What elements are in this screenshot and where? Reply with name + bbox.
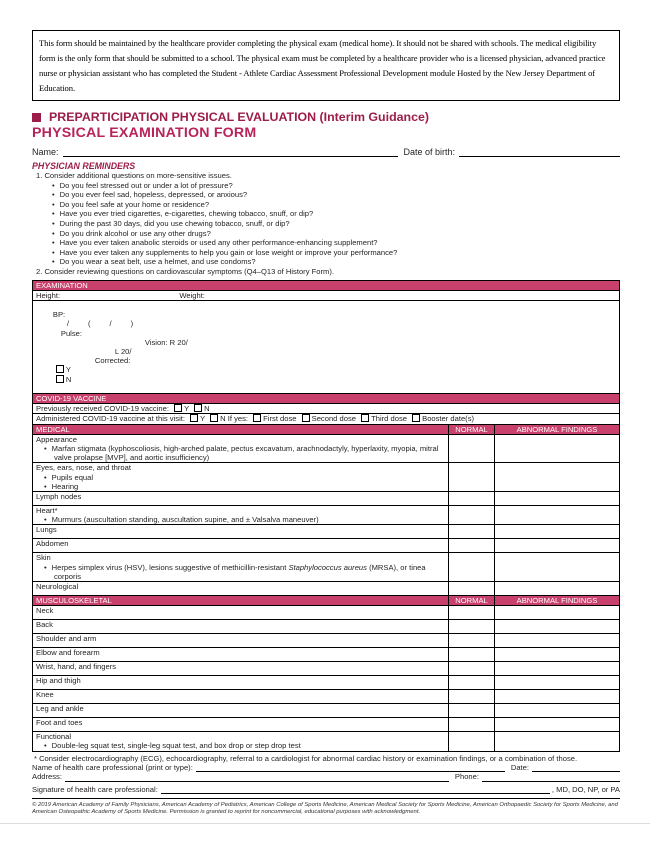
table-row bbox=[33, 463, 620, 492]
medical-section-header bbox=[33, 424, 620, 434]
table-row bbox=[33, 434, 620, 463]
bp-label: BP: bbox=[52, 310, 66, 320]
msk-row-label: Elbow and forearm bbox=[33, 648, 449, 662]
third-dose-label: Third dose bbox=[371, 414, 407, 424]
normal-cell[interactable] bbox=[449, 662, 495, 676]
table-row bbox=[33, 582, 620, 596]
covid-prev-no-checkbox[interactable] bbox=[194, 404, 202, 412]
name-row bbox=[32, 763, 620, 772]
reminder-item: 2. Consider reviewing questions on cardiovascular symptoms (Q4–Q13 of History Form). bbox=[36, 266, 334, 276]
medical-header: MEDICAL bbox=[33, 424, 449, 434]
neuro-label: Neurological bbox=[33, 582, 449, 596]
normal-cell[interactable] bbox=[449, 648, 495, 662]
reminder-bullet: • Do you feel safe at your home or residence? bbox=[52, 200, 620, 210]
reminder-bullets bbox=[32, 181, 620, 267]
address-field[interactable] bbox=[65, 774, 449, 782]
msk-row-label: Knee bbox=[33, 690, 449, 704]
functional-cell bbox=[33, 732, 449, 751]
no-label: N bbox=[204, 404, 210, 414]
date-field[interactable] bbox=[532, 764, 620, 772]
reminder-bullet: • Have you ever taken any supplements to help you gain or lose weight or improve your performance? bbox=[52, 248, 620, 258]
msk-row-label: Back bbox=[33, 620, 449, 634]
abnormal-cell[interactable] bbox=[495, 718, 620, 732]
table-row bbox=[33, 525, 620, 539]
table-row bbox=[33, 648, 620, 662]
if-yes-label: If yes: bbox=[227, 414, 249, 424]
normal-cell[interactable] bbox=[449, 718, 495, 732]
msk-row-label: Foot and toes bbox=[33, 718, 449, 732]
skin-bullet-text: (MRSA), or tinea corporis bbox=[54, 562, 426, 581]
table-row bbox=[33, 553, 620, 582]
msk-row-label: Leg and ankle bbox=[33, 704, 449, 718]
skin-bullet-italic: Staphylococcus aureus bbox=[288, 562, 367, 572]
professional-name-field[interactable] bbox=[196, 764, 505, 772]
abdomen-label: Abdomen bbox=[33, 539, 449, 553]
reminders-title: PHYSICIAN REMINDERS bbox=[32, 161, 136, 171]
page-divider bbox=[0, 823, 650, 824]
eyes-cell bbox=[33, 463, 449, 492]
murmurs-bullet: • Murmurs (auscultation standing, auscultation supine, and ± Valsalva maneuver) bbox=[36, 515, 445, 524]
skin-bullet bbox=[36, 563, 445, 581]
covid-section-header bbox=[33, 393, 620, 403]
normal-column-header: NORMAL bbox=[449, 424, 495, 434]
name-label: Name: bbox=[32, 147, 59, 157]
no-label: N bbox=[65, 374, 72, 384]
table-row bbox=[33, 634, 620, 648]
abnormal-cell[interactable] bbox=[495, 648, 620, 662]
corrected-yes-checkbox[interactable] bbox=[56, 365, 64, 373]
normal-cell[interactable] bbox=[449, 704, 495, 718]
covid-admin-cell bbox=[33, 414, 620, 424]
abnormal-cell[interactable] bbox=[495, 492, 620, 506]
reminder-bullet: • Do you drink alcohol or use any other drugs? bbox=[52, 229, 620, 239]
abnormal-cell[interactable] bbox=[495, 434, 620, 463]
second-dose-checkbox[interactable] bbox=[302, 414, 310, 422]
covid-admin-no-checkbox[interactable] bbox=[210, 414, 218, 422]
table-row bbox=[33, 620, 620, 634]
height-weight-cell[interactable] bbox=[33, 290, 620, 300]
address-row bbox=[32, 772, 620, 781]
yes-label: Y bbox=[65, 365, 71, 375]
msk-header: MUSCULOSKELETAL bbox=[33, 596, 449, 606]
form-page bbox=[32, 30, 620, 817]
weight-label: Weight: bbox=[179, 290, 205, 300]
reminder-bullet: • Do you wear a seat belt, use a helmet, and use condoms? bbox=[52, 257, 620, 267]
normal-cell[interactable] bbox=[449, 553, 495, 582]
booster-label: Booster date(s) bbox=[422, 414, 475, 424]
abnormal-cell[interactable] bbox=[495, 620, 620, 634]
bp-separators: / ( / ) bbox=[66, 319, 134, 329]
pupils-bullet: • Pupils equal bbox=[36, 473, 445, 482]
reminders-list bbox=[32, 171, 620, 277]
normal-cell[interactable] bbox=[449, 582, 495, 596]
date-label: Date: bbox=[510, 763, 529, 773]
abnormal-cell[interactable] bbox=[495, 606, 620, 620]
lymph-label: Lymph nodes bbox=[33, 492, 449, 506]
identity-fields bbox=[32, 147, 620, 157]
table-row bbox=[33, 718, 620, 732]
normal-cell[interactable] bbox=[449, 690, 495, 704]
abnormal-cell[interactable] bbox=[495, 553, 620, 582]
covid-prev-label: Previously received COVID-19 vaccine: bbox=[36, 404, 169, 414]
copyright-text: © 2019 American Academy of Family Physicians, American Academy of Pediatrics, American College of Sports Medicine, American Medical Society for Sports Medicine, American Orthopaedic Society for Sports Medicine, and American Osteopathic Academy of Sports Medicine. Permission is granted to reprint for noncommercial, educational purposes with acknowledgment. bbox=[32, 798, 620, 816]
functional-label: Functional bbox=[36, 732, 72, 742]
normal-cell[interactable] bbox=[449, 732, 495, 751]
second-dose-label: Second dose bbox=[311, 414, 356, 424]
vitals-cell[interactable] bbox=[33, 300, 620, 393]
table-row bbox=[33, 690, 620, 704]
exam-section-header bbox=[33, 280, 620, 290]
yes-label: Y bbox=[184, 404, 190, 414]
reminder-bullet: • During the past 30 days, did you use chewing tobacco, snuff, or dip? bbox=[52, 219, 620, 229]
abnormal-cell[interactable] bbox=[495, 463, 620, 492]
msk-row-label: Neck bbox=[33, 606, 449, 620]
reminder-item: 1. Consider additional questions on more-sensitive issues. bbox=[36, 171, 232, 180]
dob-field[interactable] bbox=[459, 148, 620, 157]
reminder-bullet: • Have you ever taken anabolic steroids or used any other performance-enhancing supplement? bbox=[52, 238, 620, 248]
abnormal-cell[interactable] bbox=[495, 506, 620, 525]
abnormal-cell[interactable] bbox=[495, 539, 620, 553]
table-row bbox=[33, 676, 620, 690]
signature-label: Signature of health care professional: bbox=[32, 784, 158, 794]
covid-admin-label: Administered COVID-19 vaccine at this visit: bbox=[36, 414, 185, 424]
normal-cell[interactable] bbox=[449, 539, 495, 553]
table-row bbox=[33, 606, 620, 620]
appearance-cell bbox=[33, 434, 449, 463]
skin-label: Skin bbox=[36, 553, 51, 563]
appearance-label: Appearance bbox=[36, 434, 77, 444]
height-weight-row bbox=[33, 290, 620, 300]
appearance-bullet: • Marfan stigmata (kyphoscoliosis, high-arched palate, pectus excavatum, arachnodactyly, hyperlaxity, myopia, mitral valve prolapse [MVP], and aortic insufficiency) bbox=[36, 444, 445, 462]
table-row bbox=[33, 704, 620, 718]
yes-label: Y bbox=[200, 414, 206, 424]
exam-header: EXAMINATION bbox=[33, 280, 620, 290]
abnormal-cell[interactable] bbox=[495, 582, 620, 596]
notice-box: This form should be maintained by the healthcare provider completing the physical exam (medical home). It should not be shared with schools. The medical eligibility form is the only form that should be submitted to a school. The physical exam must be completed by a healthcare provider who is a licensed physician, advanced practice nurse or physician assistant who has completed the Student - Athlete Cardiac Assessment Professional Development module Hosted by the New Jersey Department of Education. bbox=[32, 30, 620, 101]
booster-checkbox[interactable] bbox=[412, 414, 420, 422]
msk-row-label: Shoulder and arm bbox=[33, 634, 449, 648]
covid-prev-yes-checkbox[interactable] bbox=[174, 404, 182, 412]
dob-label: Date of birth: bbox=[403, 147, 456, 157]
normal-cell[interactable] bbox=[449, 525, 495, 539]
normal-cell[interactable] bbox=[449, 606, 495, 620]
ecg-footnote: * Consider electrocardiography (ECG), echocardiography, referral to a cardiologist for abnormal cardiac history or examination findings, or a combination of those. bbox=[34, 753, 578, 763]
heart-cell bbox=[33, 506, 449, 525]
covid-prev-row bbox=[33, 404, 620, 414]
exam-table bbox=[32, 280, 620, 752]
normal-cell[interactable] bbox=[449, 492, 495, 506]
msk-row-label: Wrist, hand, and fingers bbox=[33, 662, 449, 676]
abnormal-cell[interactable] bbox=[495, 704, 620, 718]
normal-column-header: NORMAL bbox=[449, 596, 495, 606]
abnormal-column-header: ABNORMAL FINDINGS bbox=[495, 424, 620, 434]
credentials-label: , MD, DO, NP, or PA bbox=[551, 784, 620, 794]
eyes-label: Eyes, ears, nose, and throat bbox=[36, 463, 131, 473]
abnormal-cell[interactable] bbox=[495, 676, 620, 690]
normal-cell[interactable] bbox=[449, 434, 495, 463]
pulse-label: Pulse: bbox=[60, 328, 82, 338]
abnormal-cell[interactable] bbox=[495, 634, 620, 648]
form-heading bbox=[32, 110, 620, 124]
msk-section-header bbox=[33, 596, 620, 606]
phone-field[interactable] bbox=[482, 774, 620, 782]
covid-prev-cell bbox=[33, 404, 620, 414]
covid-header: COVID-19 VACCINE bbox=[33, 393, 620, 403]
reminder-bullet: • Do you ever feel sad, hopeless, depressed, or anxious? bbox=[52, 190, 620, 200]
signature-field[interactable] bbox=[161, 786, 550, 794]
abnormal-cell[interactable] bbox=[495, 732, 620, 751]
corrected-no-checkbox[interactable] bbox=[56, 375, 64, 383]
heart-label: Heart* bbox=[36, 506, 58, 515]
vision-left-label: L 20/ bbox=[114, 346, 132, 356]
first-dose-label: First dose bbox=[263, 414, 297, 424]
lungs-label: Lungs bbox=[33, 525, 449, 539]
covid-admin-row bbox=[33, 414, 620, 424]
address-label: Address: bbox=[32, 772, 62, 782]
normal-cell[interactable] bbox=[449, 620, 495, 634]
third-dose-checkbox[interactable] bbox=[361, 414, 369, 422]
no-label: N bbox=[220, 414, 226, 424]
form-subtitle: PHYSICAL EXAMINATION FORM bbox=[32, 125, 257, 141]
first-dose-checkbox[interactable] bbox=[253, 414, 261, 422]
table-row bbox=[33, 662, 620, 676]
table-row bbox=[33, 732, 620, 751]
skin-bullet-text: Herpes simplex virus (HSV), lesions suggestive of methicillin-resistant bbox=[51, 562, 289, 572]
normal-cell[interactable] bbox=[449, 463, 495, 492]
table-row bbox=[33, 506, 620, 525]
signature-row bbox=[32, 785, 620, 794]
abnormal-cell[interactable] bbox=[495, 525, 620, 539]
name-field[interactable] bbox=[63, 148, 398, 157]
hearing-bullet: • Hearing bbox=[36, 482, 445, 491]
skin-cell bbox=[33, 553, 449, 582]
phone-label: Phone: bbox=[454, 772, 479, 782]
functional-bullet: • Double-leg squat test, single-leg squat test, and box drop or step drop test bbox=[36, 741, 445, 750]
normal-cell[interactable] bbox=[449, 506, 495, 525]
table-row bbox=[33, 539, 620, 553]
height-label: Height: bbox=[36, 290, 61, 300]
normal-cell[interactable] bbox=[449, 676, 495, 690]
corrected-label: Corrected: bbox=[94, 356, 131, 366]
normal-cell[interactable] bbox=[449, 634, 495, 648]
professional-name-label: Name of health care professional (print or type): bbox=[32, 763, 193, 773]
square-icon bbox=[32, 113, 41, 122]
covid-admin-yes-checkbox[interactable] bbox=[190, 414, 198, 422]
abnormal-cell[interactable] bbox=[495, 690, 620, 704]
msk-row-label: Hip and thigh bbox=[33, 676, 449, 690]
form-title: PREPARTICIPATION PHYSICAL EVALUATION (Interim Guidance) bbox=[49, 110, 430, 124]
abnormal-cell[interactable] bbox=[495, 662, 620, 676]
vision-right-label: Vision: R 20/ bbox=[144, 337, 188, 347]
vitals-row bbox=[33, 300, 620, 393]
abnormal-column-header: ABNORMAL FINDINGS bbox=[495, 596, 620, 606]
reminder-bullet: • Do you feel stressed out or under a lot of pressure? bbox=[52, 181, 620, 191]
table-row bbox=[33, 492, 620, 506]
reminder-bullet: • Have you ever tried cigarettes, e-cigarettes, chewing tobacco, snuff, or dip? bbox=[52, 209, 620, 219]
